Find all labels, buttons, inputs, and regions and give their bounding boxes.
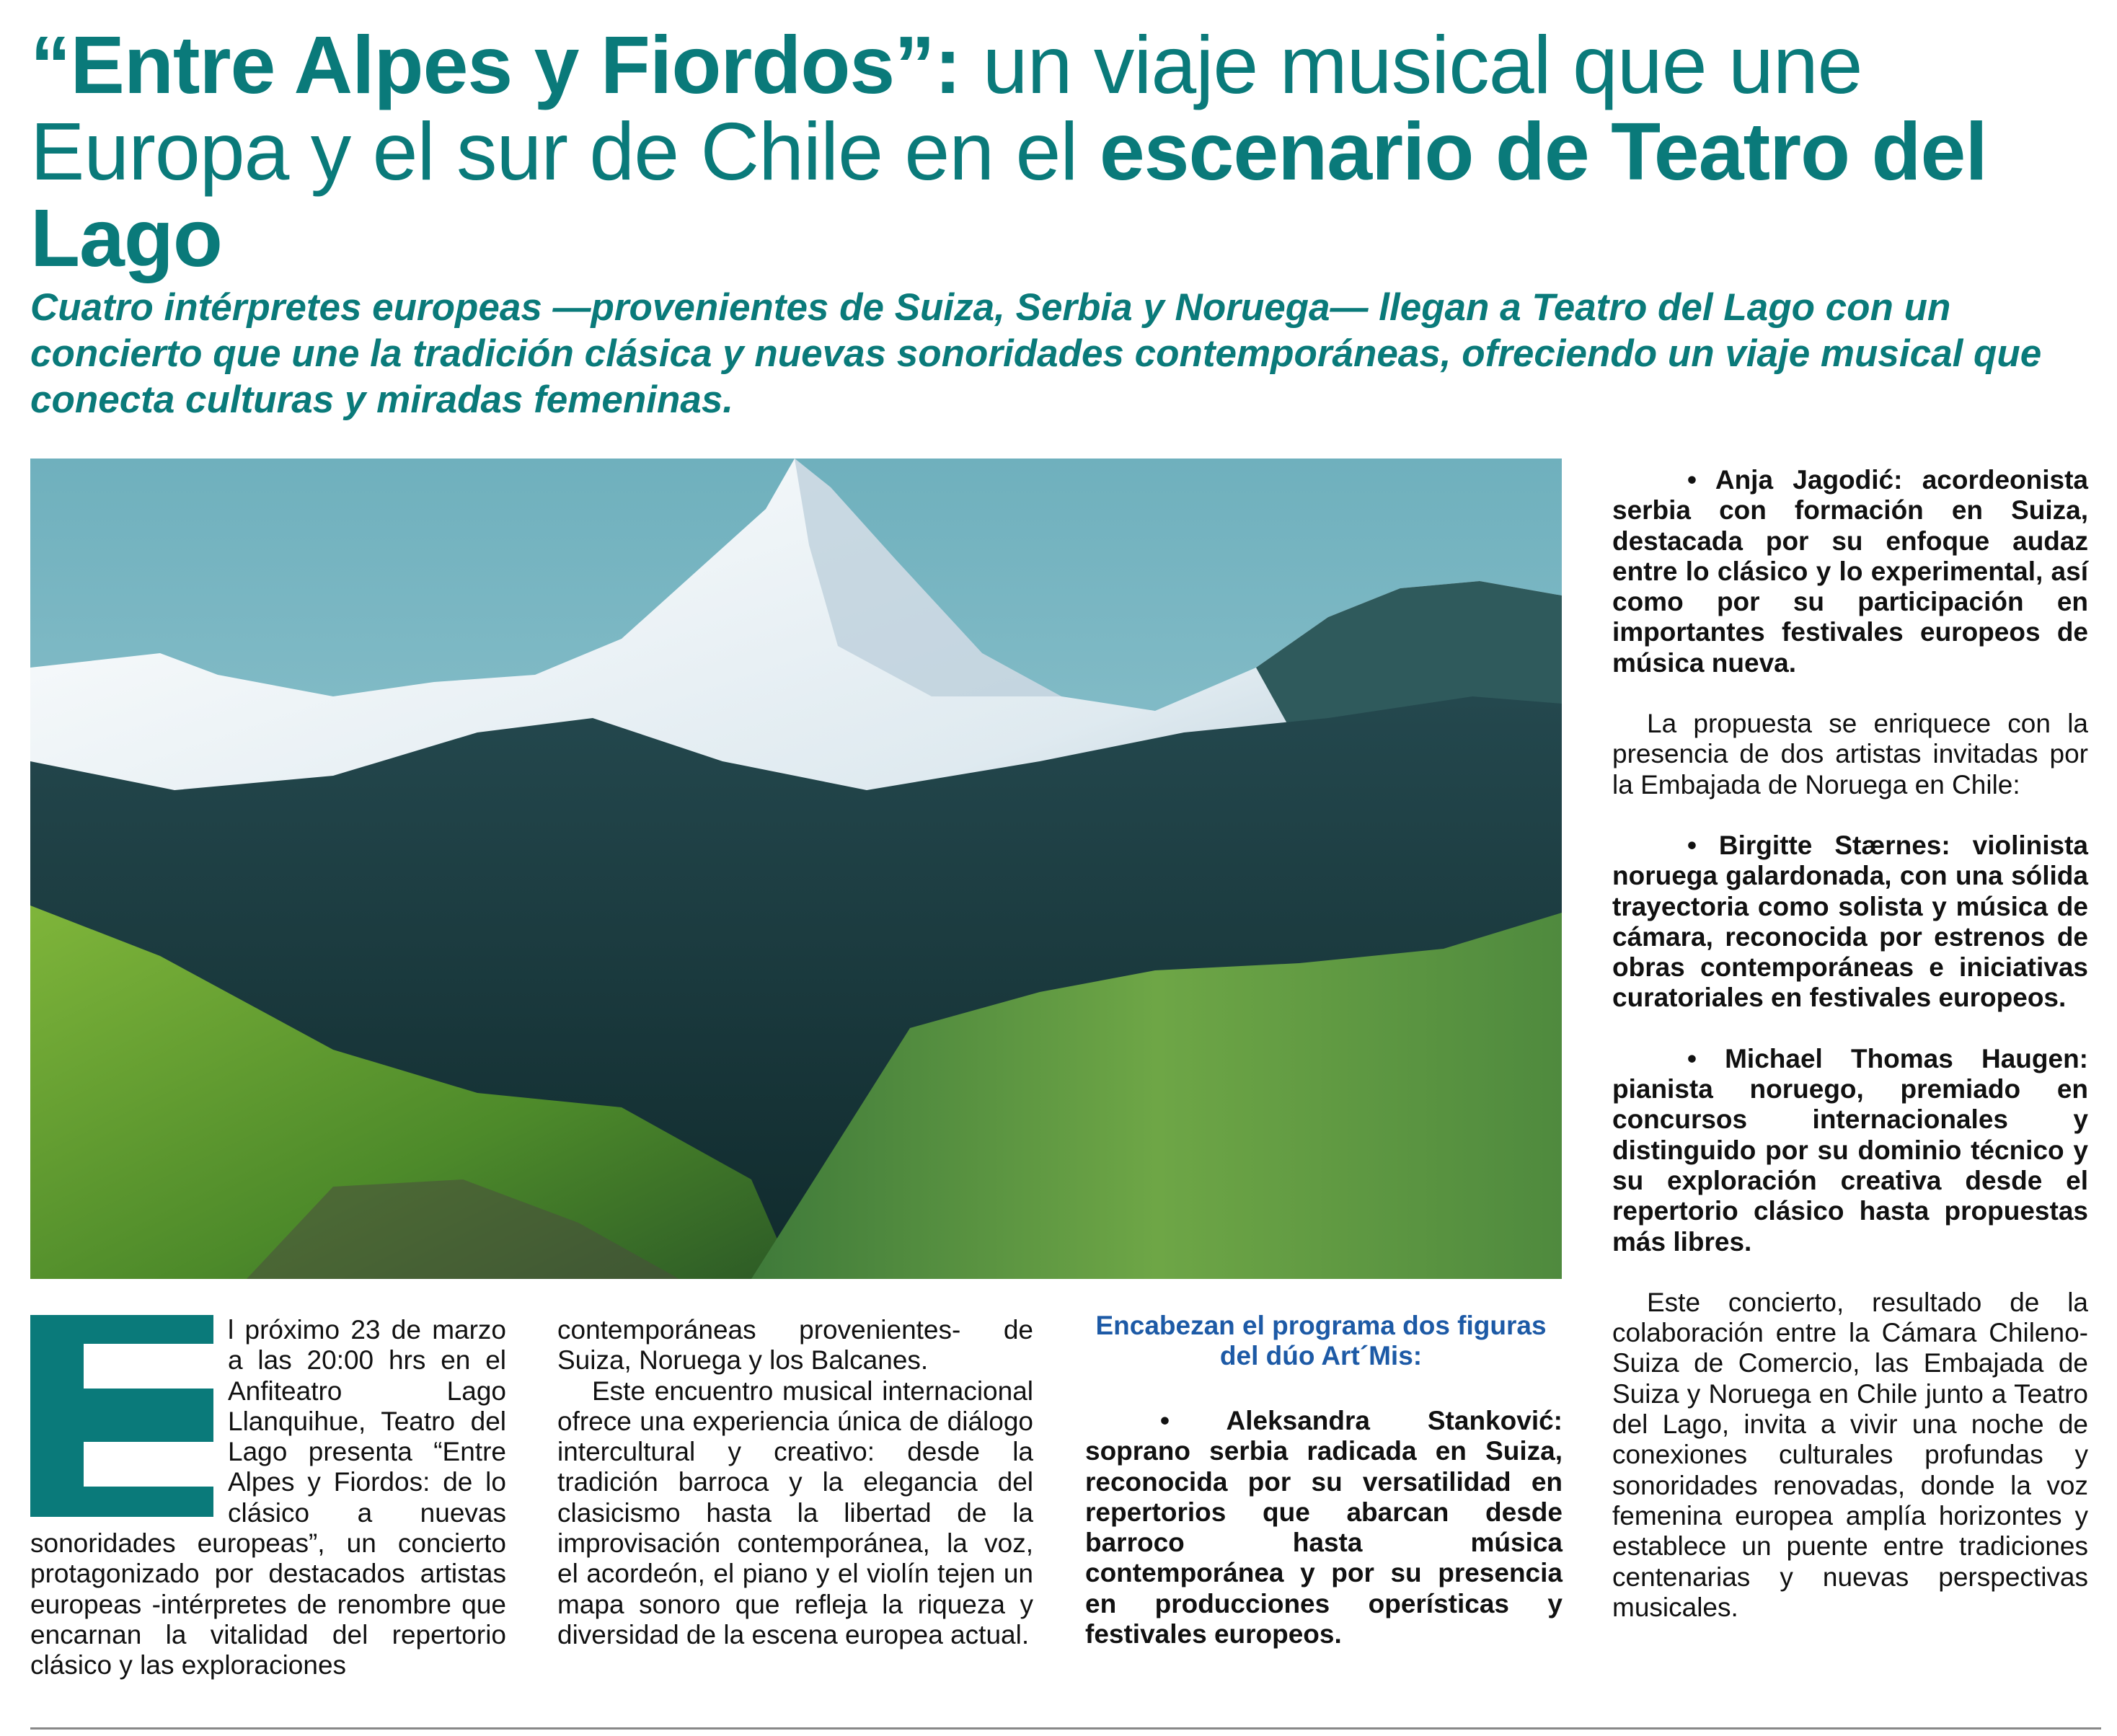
article-column-4	[1612, 465, 2088, 1623]
dropcap-e	[30, 1315, 213, 1517]
performer-bullet: • Anja Jagodić: acordeonista serbia con formación en Suiza, destacada por su enfoque audaz entre lo clásico y lo experimental, así como por su participación en importantes festivales europeos de música nueva.	[1612, 465, 2088, 678]
article-column-2	[557, 1315, 1033, 1650]
article-paragraph: contemporáneas provenientes- de Suiza, Noruega y los Balcanes.	[557, 1315, 1033, 1376]
article-paragraph: Este concierto, resultado de la colaboración entre la Cámara Chileno-Suiza de Comercio, las Embajada de Suiza y Noruega en Chile junto a Teatro del Lago, invita a vivir una noche de conexiones culturales profundas y sonoridades renovadas, donde la voz femenina europea amplía horizontes y establece un puente entre tradiciones centenarias y nuevas perspectivas musicales.	[1612, 1287, 2088, 1622]
article-paragraph: Este encuentro musical internacional ofrece una experiencia única de diálogo intercultural y creativo: desde la tradición barroca y la elegancia del clasicismo hasta la libertad de la improvisación contemporánea, la voz, el acordeón, el piano y el violín tejen un mapa sonoro que refleja la riqueza y diversidad de la escena europea actual.	[557, 1376, 1033, 1649]
headline-title: “Entre Alpes y Fiordos”:	[30, 19, 961, 110]
headline-middle: un viaje musical que une Europa y el sur de Chile en el	[30, 19, 1862, 197]
article-column-3	[1085, 1406, 1563, 1649]
article-column-1	[30, 1315, 506, 1681]
headline-end: escenario de Teatro del Lago	[30, 106, 1987, 283]
performer-bullet: • Michael Thomas Haugen: pianista noruego, premiado en concursos internacionales y distinguido por su dominio técnico y su exploración creativa desde el repertorio clásico hasta propuestas más libres.	[1612, 1043, 2088, 1257]
headline	[30, 19, 2092, 283]
article-paragraph: La propuesta se enriquece con la presencia de dos artistas invitadas por la Embajada de Noruega en Chile:	[1612, 709, 2088, 800]
bottom-divider	[30, 1727, 2101, 1730]
program-heading: Encabezan el programa dos figuras del dúo Art´Mis:	[1095, 1311, 1547, 1370]
subheadline: Cuatro intérpretes europeas —provenientes de Suiza, Serbia y Noruega— llegan a Teatro del Lago con un concierto que une la tradición clásica y nuevas sonoridades contemporáneas, ofreciendo un viaje musical que conecta culturas y miradas femeninas.	[30, 286, 2042, 421]
article-paragraph: l próximo 23 de marzo a las 20:00 hrs en el Anfiteatro Lago Llanquihue, Teatro del Lago presenta “Entre Alpes y Fiordos: de lo clásico a nuevas sonoridades europeas”, un concierto protagonizado por destacados artistas europeas -intérpretes de renombre que encarnan la vitalidad del repertorio clásico y las exploraciones	[30, 1315, 506, 1680]
performer-bullet: • Birgitte Stærnes: violinista noruega galardonada, con una sólida trayectoria como solista y música de cámara, reconocida por estrenos de obras contemporáneas e iniciativas curatoriales en festivales europeos.	[1612, 830, 2088, 1013]
mountain-landscape-photo	[30, 459, 1562, 1279]
performer-bullet: • Aleksandra Stanković: soprano serbia radicada en Suiza, reconocida por su versatilidad en repertorios que abarcan desde barroco hasta música contemporánea y por su presencia en producciones operísticas y festivales europeos.	[1085, 1406, 1563, 1649]
